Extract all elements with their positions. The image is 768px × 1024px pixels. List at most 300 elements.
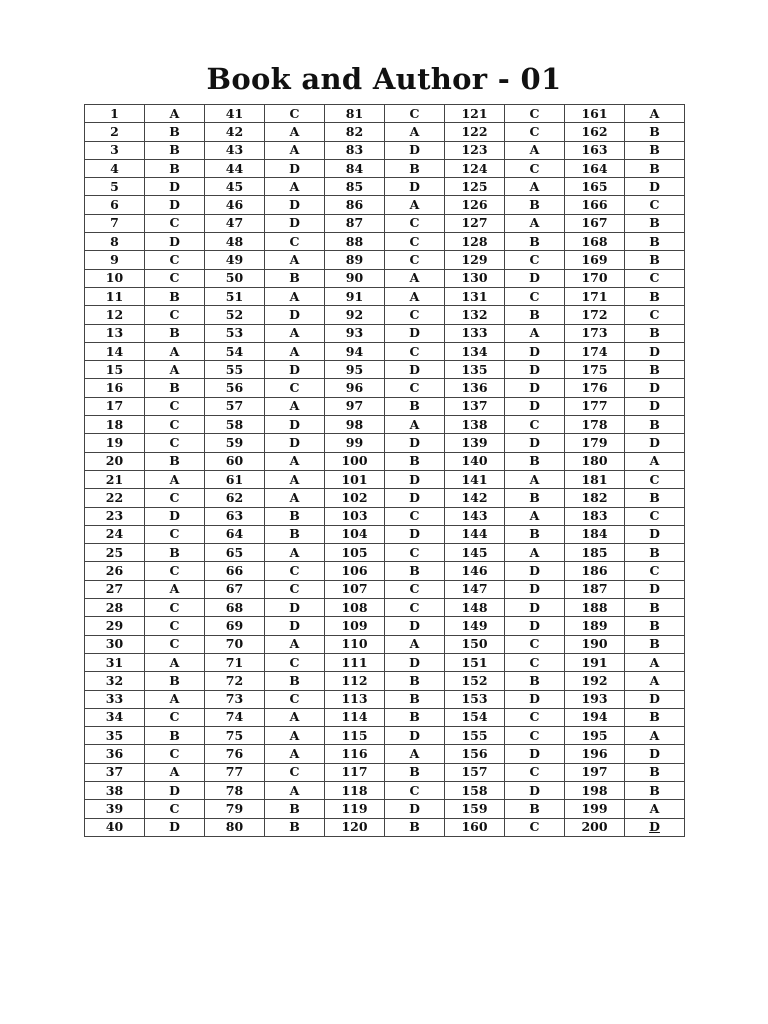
question-number: 180 — [565, 452, 625, 470]
question-number: 85 — [325, 178, 385, 196]
table-row — [85, 653, 685, 671]
answer-letter: C — [385, 105, 445, 123]
table-row — [85, 781, 685, 799]
answer-letter: C — [145, 525, 205, 543]
question-number: 71 — [205, 653, 265, 671]
question-number: 193 — [565, 690, 625, 708]
answer-letter: B — [265, 507, 325, 525]
answer-letter: D — [265, 599, 325, 617]
question-number: 9 — [85, 251, 145, 269]
question-number: 145 — [445, 544, 505, 562]
answer-letter: C — [505, 653, 565, 671]
table-row — [85, 507, 685, 525]
answer-letter: A — [385, 416, 445, 434]
answer-letter: A — [385, 745, 445, 763]
answer-letter: D — [385, 470, 445, 488]
table-row — [85, 727, 685, 745]
question-number: 140 — [445, 452, 505, 470]
answer-letter: B — [625, 617, 685, 635]
question-number: 35 — [85, 727, 145, 745]
answer-letter: A — [385, 196, 445, 214]
answer-letter: C — [145, 416, 205, 434]
answer-letter: C — [145, 617, 205, 635]
answer-letter: D — [385, 617, 445, 635]
question-number: 160 — [445, 818, 505, 836]
answer-letter: B — [505, 196, 565, 214]
question-number: 90 — [325, 269, 385, 287]
question-number: 78 — [205, 781, 265, 799]
question-number: 59 — [205, 434, 265, 452]
answer-letter: B — [625, 361, 685, 379]
question-number: 5 — [85, 178, 145, 196]
table-row — [85, 800, 685, 818]
question-number: 11 — [85, 287, 145, 305]
question-number: 66 — [205, 562, 265, 580]
question-number: 151 — [445, 653, 505, 671]
question-number: 15 — [85, 361, 145, 379]
question-number: 27 — [85, 580, 145, 598]
question-number: 194 — [565, 708, 625, 726]
question-number: 16 — [85, 379, 145, 397]
question-number: 45 — [205, 178, 265, 196]
answer-letter: D — [145, 196, 205, 214]
answer-letter: B — [385, 159, 445, 177]
answer-letter: C — [505, 818, 565, 836]
question-number: 23 — [85, 507, 145, 525]
answer-letter: D — [505, 269, 565, 287]
answer-letter: B — [145, 324, 205, 342]
question-number: 99 — [325, 434, 385, 452]
answer-letter: A — [625, 653, 685, 671]
answer-letter: C — [625, 196, 685, 214]
answer-letter: D — [505, 745, 565, 763]
table-row — [85, 617, 685, 635]
answer-letter: D — [385, 800, 445, 818]
answer-letter: C — [385, 379, 445, 397]
answer-letter: A — [385, 287, 445, 305]
answer-letter: D — [505, 397, 565, 415]
question-number: 88 — [325, 233, 385, 251]
answer-letter: D — [265, 361, 325, 379]
answer-letter: C — [625, 306, 685, 324]
answer-letter: C — [385, 233, 445, 251]
question-number: 86 — [325, 196, 385, 214]
answer-letter: B — [265, 525, 325, 543]
question-number: 126 — [445, 196, 505, 214]
question-number: 174 — [565, 342, 625, 360]
question-number: 155 — [445, 727, 505, 745]
question-number: 33 — [85, 690, 145, 708]
question-number: 125 — [445, 178, 505, 196]
question-number: 60 — [205, 452, 265, 470]
answer-letter: A — [265, 544, 325, 562]
question-number: 10 — [85, 269, 145, 287]
answer-letter: A — [265, 489, 325, 507]
answer-letter: A — [265, 397, 325, 415]
answer-letter: A — [265, 781, 325, 799]
answer-letter: B — [625, 544, 685, 562]
question-number: 63 — [205, 507, 265, 525]
table-row — [85, 141, 685, 159]
table-row — [85, 452, 685, 470]
table-row — [85, 745, 685, 763]
answer-letter: D — [145, 781, 205, 799]
question-number: 175 — [565, 361, 625, 379]
question-number: 146 — [445, 562, 505, 580]
question-number: 107 — [325, 580, 385, 598]
question-number: 18 — [85, 416, 145, 434]
table-row — [85, 599, 685, 617]
answer-letter: A — [145, 653, 205, 671]
table-row — [85, 489, 685, 507]
answer-letter: B — [385, 763, 445, 781]
question-number: 118 — [325, 781, 385, 799]
question-number: 185 — [565, 544, 625, 562]
question-number: 65 — [205, 544, 265, 562]
question-number: 130 — [445, 269, 505, 287]
answer-letter: B — [265, 269, 325, 287]
question-number: 104 — [325, 525, 385, 543]
answer-letter: A — [145, 470, 205, 488]
question-number: 4 — [85, 159, 145, 177]
question-number: 28 — [85, 599, 145, 617]
question-number: 133 — [445, 324, 505, 342]
question-number: 152 — [445, 672, 505, 690]
answer-letter: C — [385, 544, 445, 562]
answer-letter: D — [625, 525, 685, 543]
answer-letter: C — [145, 251, 205, 269]
question-number: 38 — [85, 781, 145, 799]
question-number: 170 — [565, 269, 625, 287]
answer-letter: B — [145, 123, 205, 141]
question-number: 132 — [445, 306, 505, 324]
answer-letter: D — [385, 178, 445, 196]
answer-letter: B — [505, 525, 565, 543]
answer-letter: C — [265, 379, 325, 397]
answer-letter: D — [385, 361, 445, 379]
answer-letter: B — [505, 800, 565, 818]
question-number: 44 — [205, 159, 265, 177]
table-row — [85, 562, 685, 580]
question-number: 98 — [325, 416, 385, 434]
answer-letter: B — [625, 708, 685, 726]
answer-letter: D — [265, 196, 325, 214]
question-number: 123 — [445, 141, 505, 159]
question-number: 29 — [85, 617, 145, 635]
table-row — [85, 525, 685, 543]
answer-letter: B — [145, 727, 205, 745]
answer-letter: A — [145, 690, 205, 708]
question-number: 154 — [445, 708, 505, 726]
question-number: 8 — [85, 233, 145, 251]
answer-letter: C — [505, 105, 565, 123]
question-number: 197 — [565, 763, 625, 781]
answer-letter: A — [145, 580, 205, 598]
question-number: 69 — [205, 617, 265, 635]
answer-letter: D — [265, 214, 325, 232]
answer-letter: C — [505, 159, 565, 177]
question-number: 31 — [85, 653, 145, 671]
question-number: 199 — [565, 800, 625, 818]
answer-letter: B — [145, 159, 205, 177]
question-number: 62 — [205, 489, 265, 507]
answer-letter: C — [505, 635, 565, 653]
question-number: 36 — [85, 745, 145, 763]
answer-letter: A — [145, 342, 205, 360]
question-number: 6 — [85, 196, 145, 214]
question-number: 186 — [565, 562, 625, 580]
question-number: 89 — [325, 251, 385, 269]
answer-letter: A — [385, 635, 445, 653]
question-number: 96 — [325, 379, 385, 397]
question-number: 106 — [325, 562, 385, 580]
answer-letter: B — [625, 159, 685, 177]
answer-letter: A — [385, 123, 445, 141]
question-number: 97 — [325, 397, 385, 415]
answer-letter: D — [385, 653, 445, 671]
answer-letter: C — [505, 123, 565, 141]
question-number: 74 — [205, 708, 265, 726]
question-number: 172 — [565, 306, 625, 324]
answer-letter: C — [265, 580, 325, 598]
question-number: 26 — [85, 562, 145, 580]
question-number: 166 — [565, 196, 625, 214]
answer-letter: C — [145, 489, 205, 507]
question-number: 81 — [325, 105, 385, 123]
question-number: 30 — [85, 635, 145, 653]
question-number: 143 — [445, 507, 505, 525]
question-number: 56 — [205, 379, 265, 397]
answer-letter: C — [505, 287, 565, 305]
question-number: 52 — [205, 306, 265, 324]
question-number: 80 — [205, 818, 265, 836]
question-number: 162 — [565, 123, 625, 141]
question-number: 200 — [565, 818, 625, 836]
answer-letter: C — [265, 105, 325, 123]
question-number: 112 — [325, 672, 385, 690]
answer-letter: A — [505, 470, 565, 488]
question-number: 50 — [205, 269, 265, 287]
question-number: 178 — [565, 416, 625, 434]
answer-letter: B — [505, 452, 565, 470]
question-number: 83 — [325, 141, 385, 159]
question-number: 77 — [205, 763, 265, 781]
answer-letter: A — [265, 452, 325, 470]
answer-letter: A — [145, 361, 205, 379]
question-number: 76 — [205, 745, 265, 763]
question-number: 156 — [445, 745, 505, 763]
table-row — [85, 763, 685, 781]
answer-letter: B — [265, 672, 325, 690]
answer-letter: D — [385, 727, 445, 745]
answer-letter: C — [145, 306, 205, 324]
question-number: 64 — [205, 525, 265, 543]
answer-letter: C — [145, 800, 205, 818]
table-row — [85, 470, 685, 488]
answer-letter: C — [145, 599, 205, 617]
question-number: 93 — [325, 324, 385, 342]
question-number: 191 — [565, 653, 625, 671]
question-number: 12 — [85, 306, 145, 324]
question-number: 84 — [325, 159, 385, 177]
question-number: 158 — [445, 781, 505, 799]
question-number: 179 — [565, 434, 625, 452]
table-row — [85, 159, 685, 177]
question-number: 161 — [565, 105, 625, 123]
answer-letter: D — [505, 342, 565, 360]
answer-letter: C — [265, 653, 325, 671]
question-number: 42 — [205, 123, 265, 141]
question-number: 119 — [325, 800, 385, 818]
question-number: 61 — [205, 470, 265, 488]
answer-letter: A — [625, 105, 685, 123]
question-number: 129 — [445, 251, 505, 269]
question-number: 198 — [565, 781, 625, 799]
answer-letter: D — [625, 342, 685, 360]
question-number: 47 — [205, 214, 265, 232]
question-number: 127 — [445, 214, 505, 232]
answer-letter: A — [505, 141, 565, 159]
answer-letter: B — [625, 214, 685, 232]
answer-letter: C — [385, 507, 445, 525]
answer-letter: D — [505, 580, 565, 598]
answer-letter: D — [505, 599, 565, 617]
answer-letter: A — [505, 214, 565, 232]
question-number: 49 — [205, 251, 265, 269]
question-number: 124 — [445, 159, 505, 177]
answer-letter: D — [145, 507, 205, 525]
answer-letter: C — [385, 306, 445, 324]
answer-letter: A — [145, 763, 205, 781]
question-number: 177 — [565, 397, 625, 415]
answer-letter: C — [625, 507, 685, 525]
table-row — [85, 434, 685, 452]
question-number: 165 — [565, 178, 625, 196]
answer-letter: B — [145, 141, 205, 159]
question-number: 139 — [445, 434, 505, 452]
answer-letter: A — [505, 544, 565, 562]
question-number: 138 — [445, 416, 505, 434]
question-number: 108 — [325, 599, 385, 617]
answer-letter: D — [625, 818, 685, 836]
question-number: 181 — [565, 470, 625, 488]
question-number: 176 — [565, 379, 625, 397]
answer-letter: C — [145, 745, 205, 763]
question-number: 196 — [565, 745, 625, 763]
answer-letter: D — [385, 141, 445, 159]
table-row — [85, 251, 685, 269]
table-row — [85, 324, 685, 342]
answer-letter: A — [625, 672, 685, 690]
question-number: 32 — [85, 672, 145, 690]
question-number: 153 — [445, 690, 505, 708]
answer-letter: B — [625, 141, 685, 159]
answer-letter: A — [265, 745, 325, 763]
question-number: 134 — [445, 342, 505, 360]
question-number: 189 — [565, 617, 625, 635]
table-row — [85, 379, 685, 397]
answer-letter: C — [145, 397, 205, 415]
answer-letter: B — [385, 452, 445, 470]
answer-letter: B — [145, 544, 205, 562]
answer-letter: A — [625, 452, 685, 470]
answer-letter: C — [265, 690, 325, 708]
answer-letter: A — [505, 507, 565, 525]
answer-letter: B — [145, 672, 205, 690]
answer-letter: D — [145, 178, 205, 196]
answer-letter: A — [625, 800, 685, 818]
question-number: 55 — [205, 361, 265, 379]
question-number: 92 — [325, 306, 385, 324]
answer-letter: D — [505, 781, 565, 799]
answer-letter: B — [505, 233, 565, 251]
question-number: 3 — [85, 141, 145, 159]
answer-letter: C — [145, 269, 205, 287]
answer-letter: D — [265, 617, 325, 635]
answer-letter: A — [265, 123, 325, 141]
question-number: 136 — [445, 379, 505, 397]
answer-letter: A — [145, 105, 205, 123]
question-number: 54 — [205, 342, 265, 360]
question-number: 53 — [205, 324, 265, 342]
answer-letter: A — [265, 727, 325, 745]
answer-letter: C — [145, 434, 205, 452]
question-number: 37 — [85, 763, 145, 781]
answer-letter: C — [505, 416, 565, 434]
question-number: 48 — [205, 233, 265, 251]
question-number: 128 — [445, 233, 505, 251]
question-number: 167 — [565, 214, 625, 232]
question-number: 41 — [205, 105, 265, 123]
answer-letter: C — [145, 635, 205, 653]
question-number: 131 — [445, 287, 505, 305]
answer-letter: D — [265, 306, 325, 324]
question-number: 75 — [205, 727, 265, 745]
question-number: 187 — [565, 580, 625, 598]
table-row — [85, 196, 685, 214]
answer-letter: A — [505, 324, 565, 342]
answer-letter: A — [265, 708, 325, 726]
question-number: 70 — [205, 635, 265, 653]
question-number: 34 — [85, 708, 145, 726]
answer-letter: D — [625, 178, 685, 196]
question-number: 2 — [85, 123, 145, 141]
answer-letter: D — [625, 745, 685, 763]
answer-letter: C — [385, 251, 445, 269]
table-row — [85, 708, 685, 726]
question-number: 25 — [85, 544, 145, 562]
answer-letter: B — [505, 489, 565, 507]
question-number: 141 — [445, 470, 505, 488]
question-number: 51 — [205, 287, 265, 305]
question-number: 169 — [565, 251, 625, 269]
question-number: 135 — [445, 361, 505, 379]
question-number: 58 — [205, 416, 265, 434]
question-number: 40 — [85, 818, 145, 836]
question-number: 120 — [325, 818, 385, 836]
question-number: 115 — [325, 727, 385, 745]
table-row — [85, 105, 685, 123]
answer-letter: C — [505, 727, 565, 745]
answer-letter: C — [145, 708, 205, 726]
question-number: 103 — [325, 507, 385, 525]
answer-letter: B — [625, 781, 685, 799]
question-number: 182 — [565, 489, 625, 507]
answer-letter: A — [265, 178, 325, 196]
answer-letter: B — [385, 397, 445, 415]
question-number: 14 — [85, 342, 145, 360]
answer-letter: B — [505, 306, 565, 324]
